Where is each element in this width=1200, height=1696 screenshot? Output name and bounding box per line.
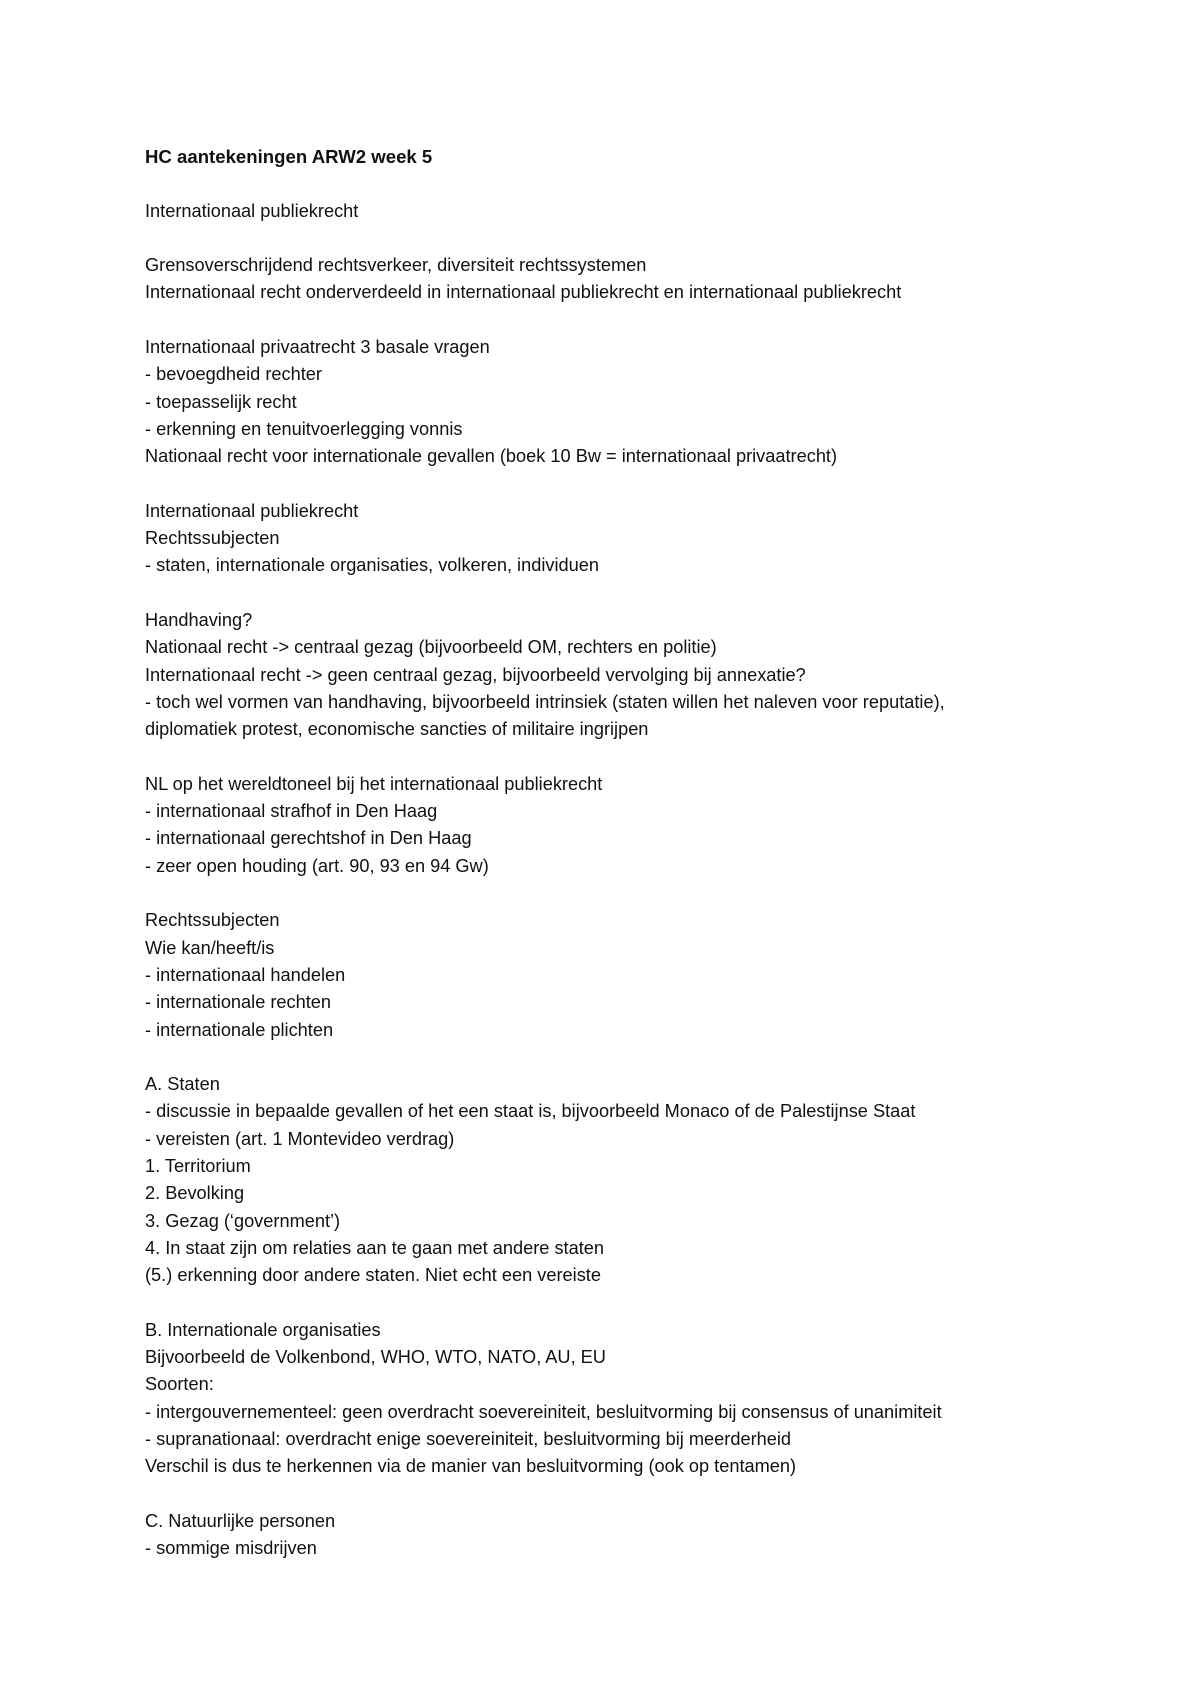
text-line: Verschil is dus te herkennen via de manier van besluitvorming (ook op tentamen) <box>145 1456 797 1477</box>
text-line: Bijvoorbeeld de Volkenbond, WHO, WTO, NATO, AU, EU <box>145 1347 606 1368</box>
numbered-item: 2. Bevolking <box>145 1183 245 1204</box>
list-item: - bevoegdheid rechter <box>145 364 322 385</box>
list-item: - internationaal strafhof in Den Haag <box>145 801 438 822</box>
list-item: - staten, internationale organisaties, volkeren, individuen <box>145 555 599 576</box>
list-item: - internationale rechten <box>145 992 332 1013</box>
block-ipr <box>145 334 1085 470</box>
block-nl <box>145 771 1085 880</box>
paragraph-gap <box>145 1481 1085 1508</box>
block-rechtssubjecten <box>145 907 1085 1043</box>
paragraph-gap <box>145 225 1085 252</box>
list-item: - supranationaal: overdracht enige soevereiniteit, besluitvorming bij meerderheid <box>145 1428 792 1449</box>
list-item: - toch wel vormen van handhaving, bijvoorbeeld intrinsiek (staten willen het naleven voor reputatie), <box>145 691 945 712</box>
text-line: diplomatiek protest, economische sancties of militaire ingrijpen <box>145 719 649 740</box>
section-heading: NL op het wereldtoneel bij het internationaal publiekrecht <box>145 773 603 794</box>
text-line: Wie kan/heeft/is <box>145 937 275 958</box>
list-item: - vereisten (art. 1 Montevideo verdrag) <box>145 1128 455 1149</box>
list-item: - erkenning en tenuitvoerlegging vonnis <box>145 418 463 439</box>
paragraph-gap <box>145 880 1085 907</box>
text-line: Rechtssubjecten <box>145 528 280 549</box>
list-item: - internationaal gerechtshof in Den Haag <box>145 828 472 849</box>
paragraph-gap <box>145 471 1085 498</box>
section-heading: Internationaal privaatrecht 3 basale vragen <box>145 337 490 358</box>
block-intro <box>145 198 1085 225</box>
section-heading: Handhaving? <box>145 610 253 631</box>
list-item: - toepasselijk recht <box>145 391 297 412</box>
text-line: Grensoverschrijdend rechtsverkeer, diversiteit rechtssystemen <box>145 255 647 276</box>
section-heading: Internationaal publiekrecht <box>145 500 359 521</box>
text-line: Internationaal recht -> geen centraal gezag, bijvoorbeeld vervolging bij annexatie? <box>145 664 806 685</box>
block-overview <box>145 252 1085 307</box>
section-heading: Internationaal publiekrecht <box>145 200 359 221</box>
paragraph-gap <box>145 1289 1085 1316</box>
section-heading: Rechtssubjecten <box>145 910 280 931</box>
paragraph-gap <box>145 170 1085 197</box>
numbered-item: 4. In staat zijn om relaties aan te gaan met andere staten <box>145 1237 605 1258</box>
section-heading: C. Natuurlijke personen <box>145 1510 336 1531</box>
block-personen <box>145 1508 1085 1563</box>
section-heading: B. Internationale organisaties <box>145 1319 381 1340</box>
numbered-item: (5.) erkenning door andere staten. Niet echt een vereiste <box>145 1265 601 1286</box>
list-item: - internationale plichten <box>145 1019 334 1040</box>
document-title: HC aantekeningen ARW2 week 5 <box>145 146 433 167</box>
paragraph-gap <box>145 1044 1085 1071</box>
text-line: Nationaal recht voor internationale gevallen (boek 10 Bw = internationaal privaatrecht) <box>145 446 838 467</box>
text-line: Soorten: <box>145 1374 214 1395</box>
block-ipubr <box>145 498 1085 580</box>
list-item: - sommige misdrijven <box>145 1538 317 1559</box>
list-item: - zeer open houding (art. 90, 93 en 94 Gw) <box>145 855 489 876</box>
block-handhaving <box>145 607 1085 743</box>
paragraph-gap <box>145 744 1085 771</box>
list-item: - intergouvernementeel: geen overdracht soevereiniteit, besluitvorming bij consensus of unanimiteit <box>145 1401 942 1422</box>
list-item: - discussie in bepaalde gevallen of het een staat is, bijvoorbeeld Monaco of de Palestijnse Staat <box>145 1101 916 1122</box>
list-item: - internationaal handelen <box>145 964 346 985</box>
text-line: Nationaal recht -> centraal gezag (bijvoorbeeld OM, rechters en politie) <box>145 637 717 658</box>
block-organisaties <box>145 1317 1085 1481</box>
numbered-item: 1. Territorium <box>145 1155 251 1176</box>
block-staten <box>145 1071 1085 1289</box>
paragraph-gap <box>145 580 1085 607</box>
paragraph-gap <box>145 307 1085 334</box>
document-content <box>145 143 1085 1562</box>
numbered-item: 3. Gezag (‘government’) <box>145 1210 341 1231</box>
text-line: Internationaal recht onderverdeeld in internationaal publiekrecht en internationaal publiekrecht <box>145 282 902 303</box>
section-heading: A. Staten <box>145 1074 220 1095</box>
